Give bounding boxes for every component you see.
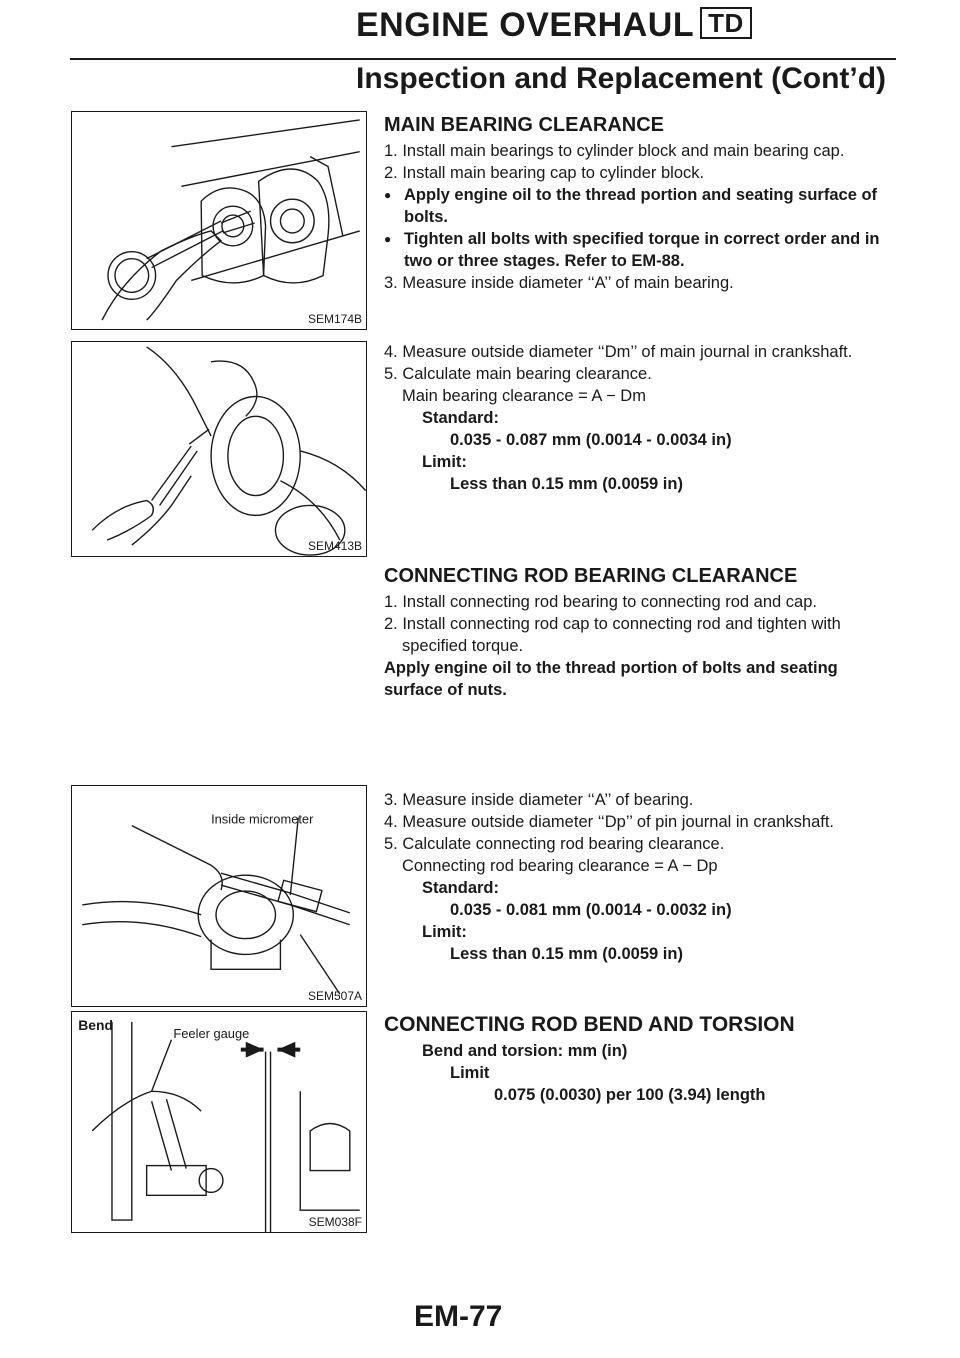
rod-bearing-calc-section: [384, 789, 896, 965]
main-bearing-step-3: 3. Measure inside diameter ‘‘A’’ of main bearing.: [384, 274, 734, 292]
rod-bearing-step-5: 5. Calculate connecting rod bearing clearance.: [384, 835, 725, 853]
main-bearing-heading: MAIN BEARING CLEARANCE: [384, 114, 664, 136]
connecting-rod-illustration: [72, 786, 366, 1006]
rod-bend-limit-value: 0.075 (0.0030) per 100 (3.94) length: [494, 1086, 766, 1104]
main-bearing-standard-value: 0.035 - 0.087 mm (0.0014 - 0.0034 in): [450, 431, 732, 449]
rod-bend-heading: CONNECTING ROD BEND AND TORSION: [384, 1013, 795, 1036]
rod-bearing-formula: Connecting rod bearing clearance = A − Dp: [402, 857, 718, 875]
main-bearing-step-4: 4. Measure outside diameter ‘‘Dm’’ of main journal in crankshaft.: [384, 343, 853, 361]
figure-rod-bearing-measure: [71, 785, 367, 1007]
header-rule: [70, 58, 896, 60]
rod-bearing-limit-label: Limit:: [422, 923, 467, 941]
main-bearing-section: [384, 112, 896, 294]
main-bearing-illustration: [72, 112, 366, 329]
figure-code: SEM038F: [308, 1215, 362, 1229]
figure-rod-bend-check: [71, 1011, 367, 1233]
rod-bearing-step-2: 2. Install connecting rod cap to connecting rod and tighten with specified torque.: [384, 615, 841, 655]
section-subtitle: Inspection and Replacement (Cont’d): [356, 62, 887, 95]
feeler-gauge-label: Feeler gauge: [173, 1025, 250, 1041]
rod-bend-limit-label: Limit: [450, 1064, 490, 1082]
figure-crankshaft-measure: [71, 341, 367, 557]
rod-bearing-standard-label: Standard:: [422, 879, 500, 897]
main-bearing-step-2: 2. Install main bearing cap to cylinder block.: [384, 164, 705, 182]
main-bearing-standard-label: Standard:: [422, 409, 500, 427]
figure-code: SEM413B: [307, 539, 362, 553]
main-bearing-calc-section: [384, 341, 896, 495]
section-title: ENGINE OVERHAUL TD: [356, 6, 752, 45]
engine-code-badge: TD: [700, 7, 752, 39]
rod-bearing-step-4: 4. Measure outside diameter ‘‘Dp’’ of pin journal in crankshaft.: [384, 813, 835, 831]
figure-code: SEM174B: [307, 312, 362, 326]
main-bearing-bullet-1: ● Apply engine oil to the thread portion and seating surface of bolts.: [384, 184, 896, 228]
rod-bearing-section: [384, 563, 896, 701]
main-bearing-formula: Main bearing clearance = A − Dm: [402, 387, 646, 405]
figure-code: SEM507A: [307, 989, 362, 1003]
figure-main-bearing-measure: [71, 111, 367, 330]
rod-bearing-heading: CONNECTING ROD BEARING CLEARANCE: [384, 565, 798, 587]
rod-bearing-note: Apply engine oil to the thread portion of bolts and seating surface of nuts.: [384, 659, 838, 699]
rod-bend-units: Bend and torsion: mm (in): [422, 1042, 628, 1060]
rod-bearing-standard-value: 0.035 - 0.081 mm (0.0014 - 0.0032 in): [450, 901, 732, 919]
rod-bearing-step-3: 3. Measure inside diameter ‘‘A’’ of bearing.: [384, 791, 694, 809]
main-bearing-step-1: 1. Install main bearings to cylinder block and main bearing cap.: [384, 142, 845, 160]
rod-bearing-limit-value: Less than 0.15 mm (0.0059 in): [450, 945, 683, 963]
bend-label: Bend: [78, 1016, 113, 1033]
rod-bend-section: [384, 1012, 896, 1106]
main-bearing-bullet-2: ● Tighten all bolts with specified torque in correct order and in two or three stages. Refer to EM-88.: [384, 228, 896, 272]
main-bearing-limit-value: Less than 0.15 mm (0.0059 in): [450, 475, 683, 493]
inside-micrometer-label: Inside micrometer: [211, 811, 314, 827]
rod-bend-illustration: [72, 1012, 366, 1232]
main-bearing-step-5: 5. Calculate main bearing clearance.: [384, 365, 652, 383]
main-bearing-limit-label: Limit:: [422, 453, 467, 471]
page-number: EM-77: [414, 1300, 503, 1333]
rod-bearing-step-1: 1. Install connecting rod bearing to connecting rod and cap.: [384, 593, 817, 611]
crankshaft-illustration: [72, 342, 366, 556]
